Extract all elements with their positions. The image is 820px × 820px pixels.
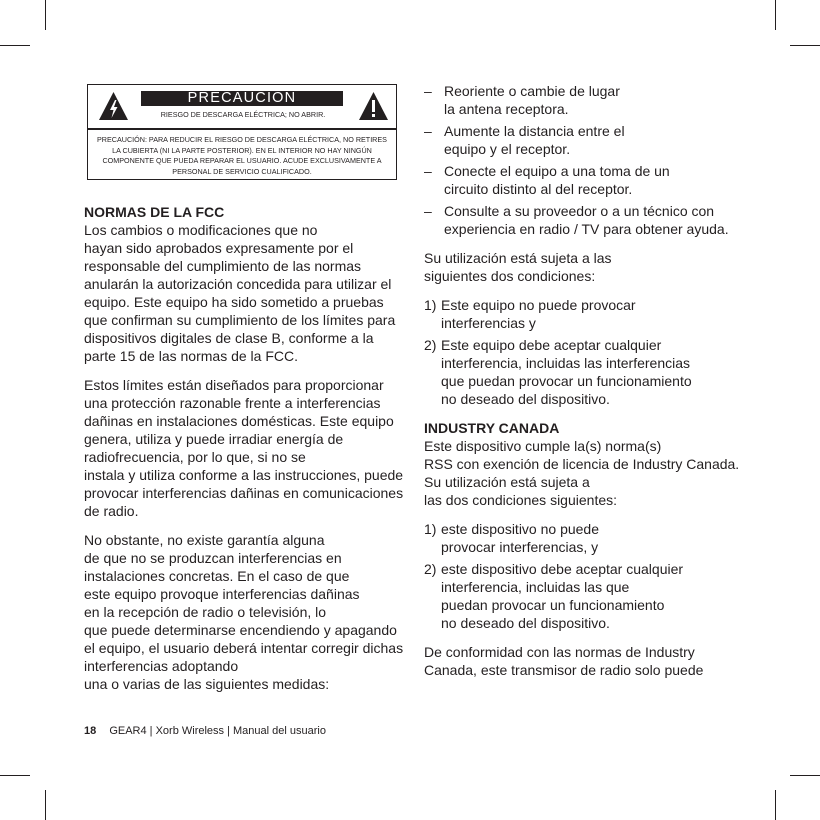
dash-marker: – xyxy=(424,83,432,99)
right-column xyxy=(424,82,744,690)
list-item xyxy=(424,202,744,238)
measure-text: Conecte el equipo a una toma de un circuito distinto al del receptor. xyxy=(444,163,670,197)
caution-subtitle: RIESGO DE DESCARGA ELÉCTRICA; NO ABRIR. xyxy=(160,110,326,119)
fcc-paragraph: No obstante, no existe garantía alguna de que no se produzcan interferencias en instalaciones concretas. En el caso de que este equipo provoque interferencias dañinas en la recepción de radio o televisión, lo que puede determinarse encendiendo y apagando el equipo, el usuario deberá intentar corregir dichas interferencias adoptando una o varias de las siguientes medidas: xyxy=(84,532,404,692)
list-item xyxy=(424,560,744,632)
dash-marker: – xyxy=(424,203,432,219)
footer-text: GEAR4 | Xorb Wireless | Manual del usuario xyxy=(109,725,326,737)
fcc-heading: NORMAS DE LA FCC xyxy=(84,204,225,220)
industry-canada-heading: INDUSTRY CANADA xyxy=(424,420,560,436)
crop-mark xyxy=(45,0,46,30)
crop-mark xyxy=(775,0,776,30)
list-marker: 1) xyxy=(424,521,437,537)
page-number: 18 xyxy=(84,725,97,737)
list-marker: 2) xyxy=(424,561,437,577)
list-item xyxy=(424,520,744,556)
measure-text: Aumente la distancia entre el equipo y el receptor. xyxy=(444,123,625,157)
list-item xyxy=(424,162,744,198)
crop-mark xyxy=(790,775,820,776)
measure-text: Consulte a su proveedor o a un técnico con experiencia en radio / TV para obtener ayuda. xyxy=(444,203,729,237)
page-footer xyxy=(84,725,326,737)
condition-text: Este equipo no puede provocar interferencias y xyxy=(441,297,636,331)
crop-mark xyxy=(775,790,776,820)
industry-canada-paragraph: Este dispositivo cumple la(s) norma(s) RSS con exención de licencia de Industry Canada. Su utilización está sujeta a las dos condiciones siguientes: xyxy=(424,438,740,508)
caution-body: PRECAUCIÓN: PARA REDUCIR EL RIESGO DE DESCARGA ELÉCTRICA, NO RETIRES LA CUBIERTA (NI LA PARTE POSTERIOR). EN EL INTERIOR NO HAY NINGÚN COMPONENTE QUE PUEDA REPARAR EL USUARIO. ACUDE EXCLUSIVAMENTE A PERSONAL DE SERVICIO CUALIFICADO. xyxy=(97,135,387,176)
industry-canada-paragraph: De conformidad con las normas de Industry Canada, este transmisor de radio solo puede xyxy=(424,644,704,678)
fcc-paragraph: Los cambios o modificaciones que no hayan sido aprobados expresamente por el responsable del cumplimiento de las normas anularán la autorización concedida para utilizar el equipo. Este equipo ha sido sometido a pruebas que confirman su cumplimiento de los límites para dispositivos digitales de clase B, conforme a la parte 15 de las normas de la FCC. xyxy=(84,222,396,364)
caution-divider xyxy=(88,128,396,130)
list-marker: 2) xyxy=(424,337,437,353)
measure-text: Reoriente o cambie de lugar la antena receptora. xyxy=(444,83,620,117)
list-marker: 1) xyxy=(424,297,437,313)
list-item xyxy=(424,82,744,118)
list-item xyxy=(424,296,744,332)
condition-text: este dispositivo debe aceptar cualquier interferencia, incluidas las que puedan provocar un funcionamiento no deseado del dispositivo. xyxy=(441,561,684,631)
list-item xyxy=(424,336,744,408)
caution-title: PRECAUCION xyxy=(141,91,343,106)
caution-header xyxy=(88,85,396,128)
dash-marker: – xyxy=(424,163,432,179)
list-item xyxy=(424,122,744,158)
condition-text: Este equipo debe aceptar cualquier interferencia, incluidas las interferencias que puedan provocar un funcionamiento no deseado del dispositivo. xyxy=(441,337,692,407)
crop-mark xyxy=(790,45,820,46)
lightning-bolt-triangle-icon xyxy=(98,91,129,121)
caution-box xyxy=(87,84,397,180)
exclamation-triangle-icon xyxy=(358,91,389,121)
crop-mark xyxy=(45,790,46,820)
crop-mark xyxy=(0,45,30,46)
left-column xyxy=(84,203,406,704)
fcc-paragraph: Estos límites están diseñados para proporcionar una protección razonable frente a interferencias dañinas en instalaciones domésticas. Este equipo genera, utiliza y puede irradiar energía de radiofrecuencia, por lo que, si no se instala y utiliza conforme a las instrucciones, puede provocar interferencias dañinas en comunicaciones de radio. xyxy=(84,377,404,519)
dash-marker: – xyxy=(424,123,432,139)
condition-text: este dispositivo no puede provocar interferencias, y xyxy=(441,521,599,555)
use-conditions-paragraph: Su utilización está sujeta a las siguientes dos condiciones: xyxy=(424,250,612,284)
crop-mark xyxy=(0,775,30,776)
